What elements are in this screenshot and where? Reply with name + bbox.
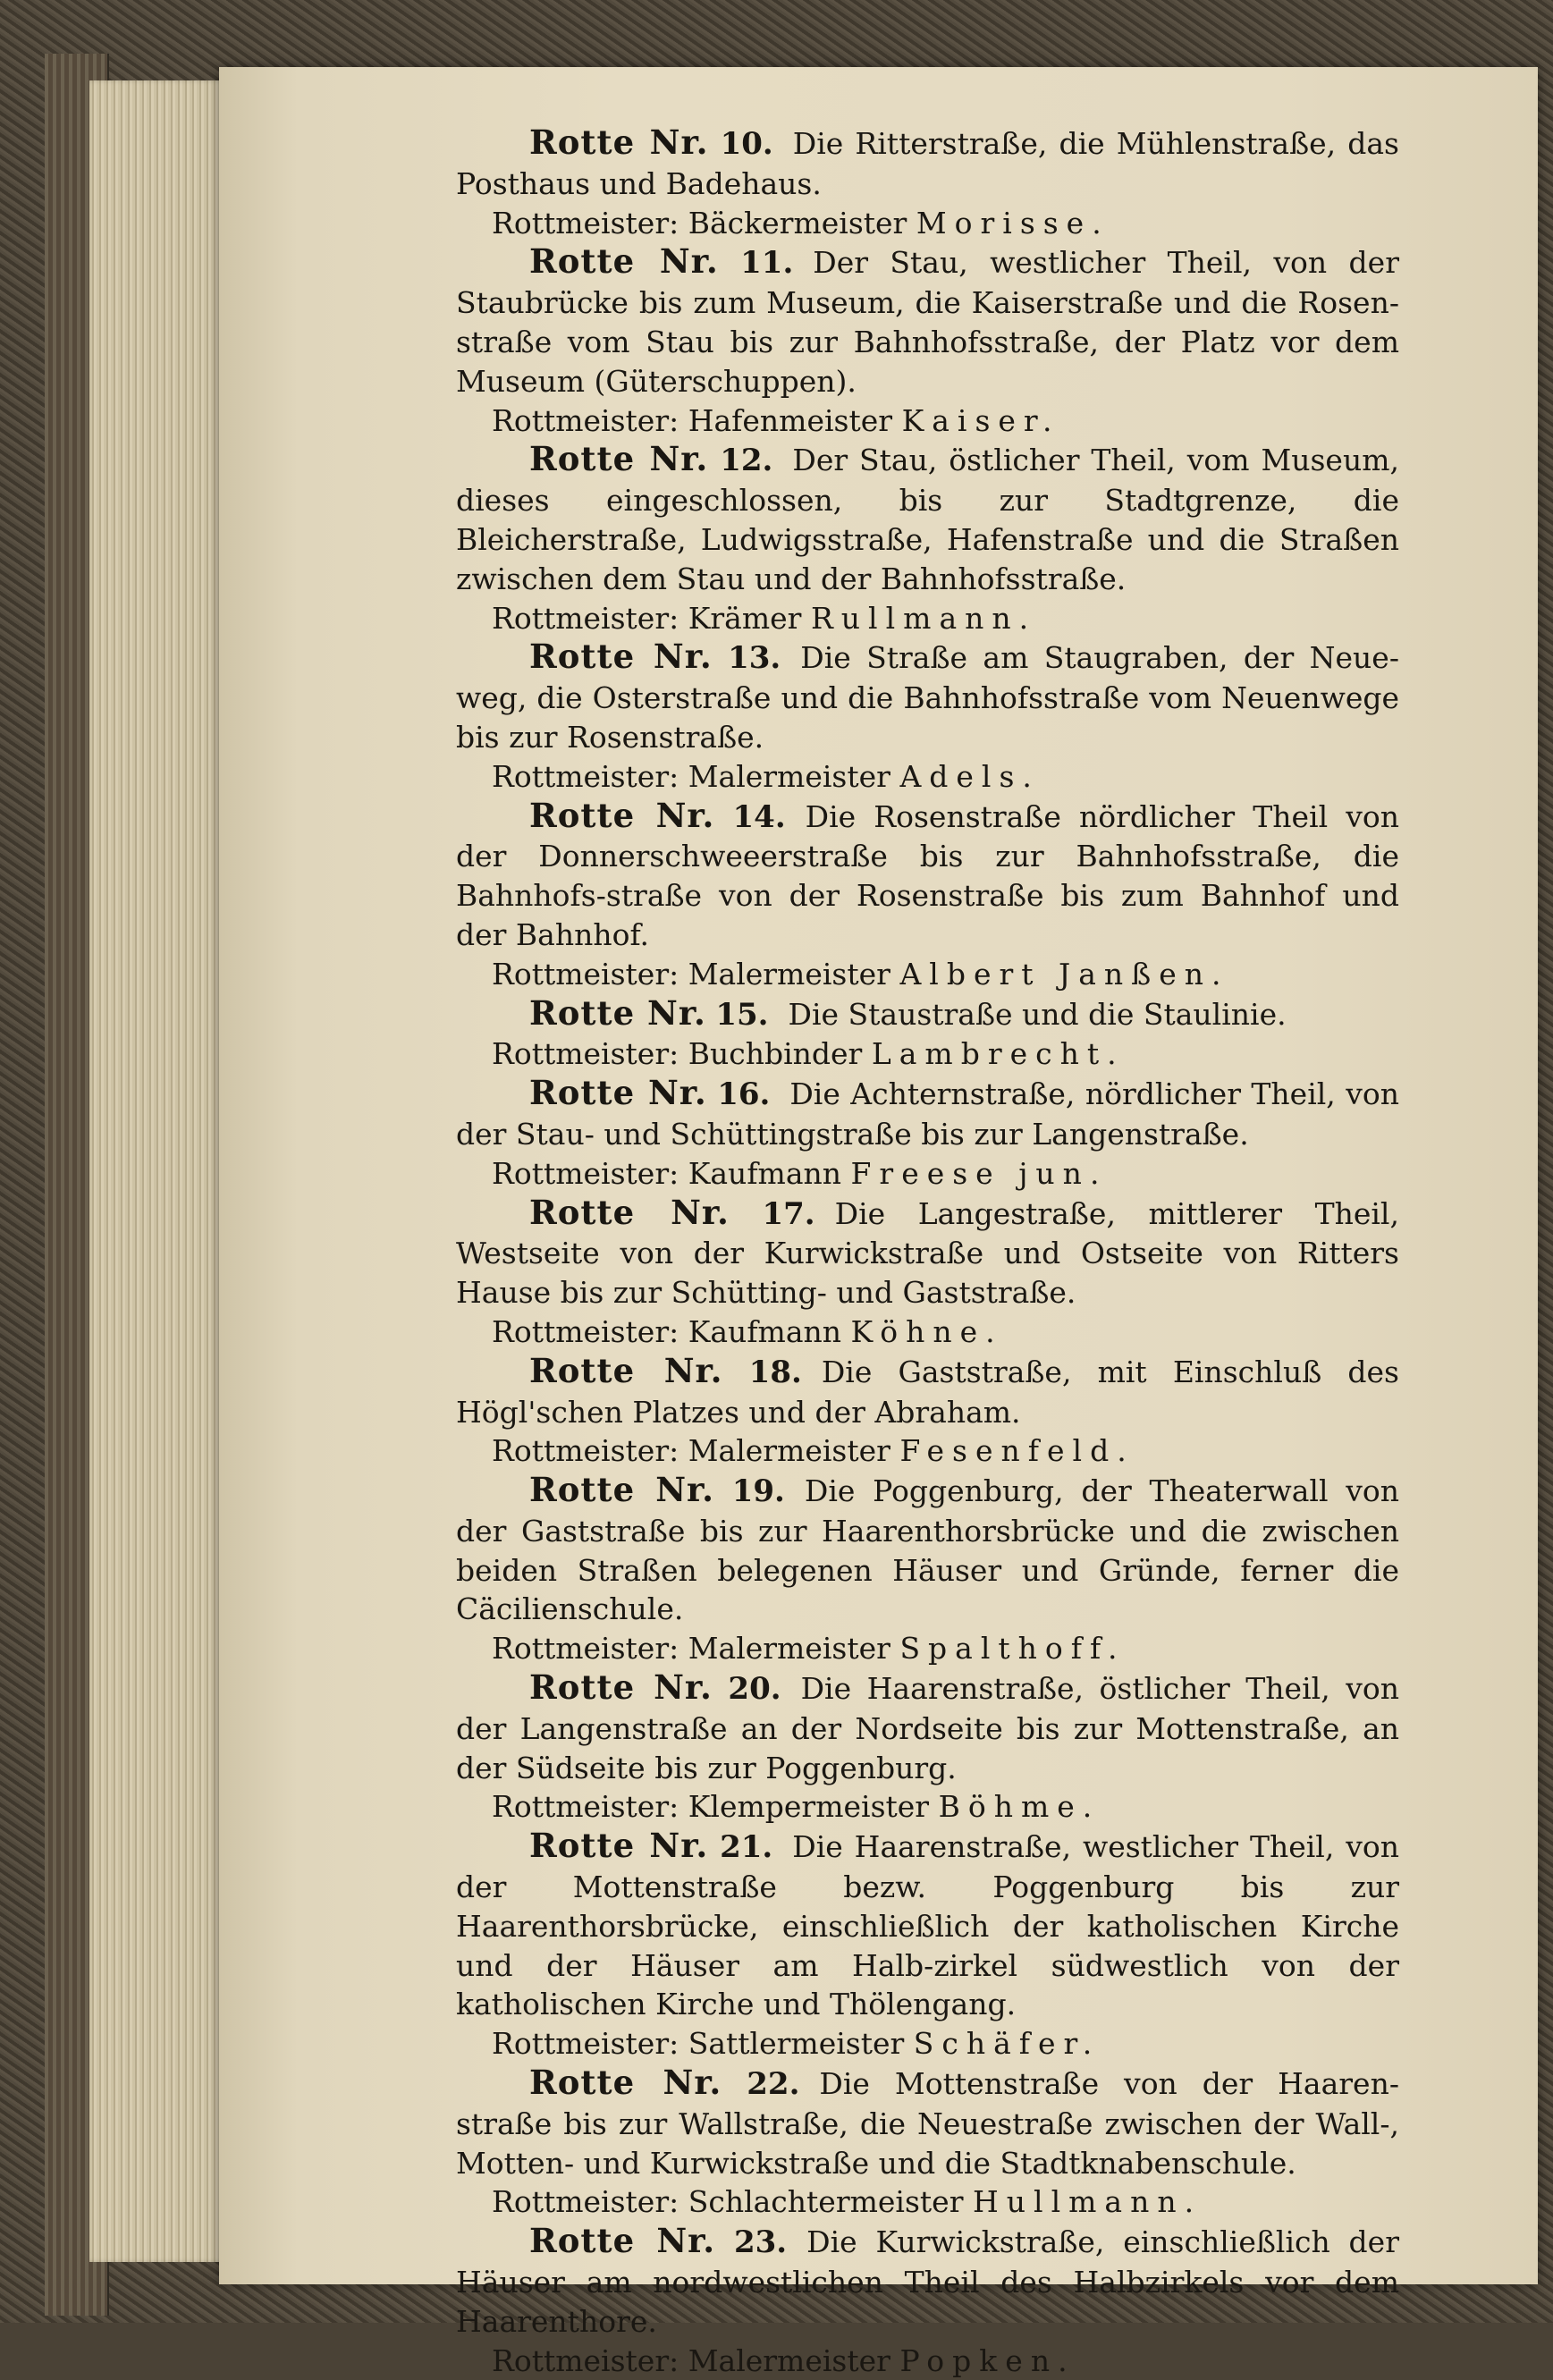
rotte-entry — [456, 242, 1399, 440]
rottmeister-line — [456, 757, 1399, 797]
rotte-entry — [456, 1668, 1399, 1827]
rottmeister-line — [456, 401, 1399, 441]
rotte-number: 22. — [747, 2066, 800, 2103]
rottmeister-label: Rottmeister: — [492, 1036, 679, 1072]
rotte-text: Die Achternstraße, nördlicher Theil, von der Stau- und Schüttingstraße bis zur Langenstraße. — [456, 1076, 1399, 1152]
rottmeister-name: Köhne. — [850, 1313, 1003, 1349]
rotte-entry — [456, 1827, 1399, 2064]
rotte-label: Rotte Nr. — [529, 1667, 713, 1708]
rotte-label: Rotte Nr. — [529, 1470, 715, 1510]
rotte-number: 11. — [740, 245, 794, 282]
rotte-text: Die Haarenstraße, westlicher Theil, von der Mottenstraße bezw. Poggenburg bis zur Haarenthorsbrücke, einschließlich der katholischen Kirche und der Häuser am Halb-zirkel südwestlich von der katholischen Kirche und Thölengang. — [456, 1829, 1399, 2022]
rotte-entry — [456, 2222, 1399, 2380]
rottmeister-name: Albert Janßen. — [899, 956, 1229, 992]
rotte-entry — [456, 797, 1399, 994]
rotte-text: Die Gaststraße, mit Einschluß des Högl'schen Platzes und der Abraham. — [456, 1354, 1399, 1430]
rotte-text: Die Rosenstraße nördlicher Theil von der Donnerschweeerstraße bis zur Bahnhofsstraße, die Bahnhofs-straße von der Rosenstraße bis zum Bahnhof und der Bahnhof. — [456, 798, 1399, 952]
rotte-label: Rotte Nr. — [529, 2063, 722, 2103]
rotte-label: Rotte Nr. — [529, 439, 709, 479]
rottmeister-name: Rullmann. — [810, 600, 1037, 636]
rottmeister-line — [456, 1154, 1399, 1194]
rotte-number: 12. — [720, 443, 773, 479]
rotte-number: 17. — [762, 1195, 815, 1232]
rottmeister-name: Spalthoff. — [899, 1631, 1126, 1667]
rottmeister-label: Rottmeister: — [492, 1313, 679, 1349]
rottmeister-name: Popken. — [899, 2342, 1076, 2378]
rotte-label: Rotte Nr. — [529, 1826, 709, 1866]
rottmeister-line — [456, 1431, 1399, 1471]
rottmeister-title: Klempermeister — [688, 1789, 930, 1825]
rotte-description — [456, 2064, 1399, 2182]
rotte-label: Rotte Nr. — [529, 795, 715, 835]
rotte-description — [456, 123, 1399, 204]
rottmeister-line — [456, 2342, 1399, 2380]
rottmeister-label: Rottmeister: — [492, 758, 679, 794]
rotte-description — [456, 797, 1399, 955]
rottmeister-line — [456, 1312, 1399, 1352]
rottmeister-label: Rottmeister: — [492, 1789, 679, 1825]
rotte-description — [456, 994, 1399, 1035]
rottmeister-name: Fesenfeld. — [899, 1433, 1135, 1469]
rotte-description — [456, 440, 1399, 598]
rotte-entry — [456, 994, 1399, 1075]
rottmeister-name: Kaiser. — [901, 402, 1060, 438]
rottmeister-line — [456, 1034, 1399, 1074]
rottmeister-line — [456, 2182, 1399, 2222]
rotte-label: Rotte Nr. — [529, 992, 706, 1033]
rotte-entry — [456, 1352, 1399, 1471]
rotte-description — [456, 1668, 1399, 1787]
rottmeister-title: Malermeister — [688, 1433, 890, 1469]
rottmeister-title: Hafenmeister — [688, 402, 893, 438]
rottmeister-label: Rottmeister: — [492, 956, 679, 992]
rotte-description — [456, 1074, 1399, 1154]
rotte-text: Die Straße am Staugraben, der Neue-weg, die Osterstraße und die Bahnhofsstraße vom Neuenwege bis zur Rosenstraße. — [456, 640, 1399, 755]
rottmeister-line — [456, 1629, 1399, 1668]
rottmeister-label: Rottmeister: — [492, 2026, 679, 2062]
rotte-label: Rotte Nr. — [529, 241, 719, 282]
rottmeister-label: Rottmeister: — [492, 1155, 679, 1191]
rotte-number: 23. — [733, 2224, 788, 2261]
rottmeister-title: Buchbinder — [688, 1036, 863, 1072]
rottmeister-label: Rottmeister: — [492, 600, 679, 636]
rotte-label: Rotte Nr. — [529, 1073, 707, 1113]
rotte-number: 10. — [720, 126, 773, 162]
rottmeister-name: Böhme. — [938, 1789, 1101, 1825]
rotte-description — [456, 1194, 1399, 1312]
rotte-label: Rotte Nr. — [529, 122, 709, 162]
rottmeister-label: Rottmeister: — [492, 1631, 679, 1667]
rotte-description — [456, 1827, 1399, 2024]
rottmeister-line — [456, 2024, 1399, 2064]
rotte-description — [456, 242, 1399, 401]
rotte-text: Die Kurwickstraße, einschließlich der Häuser am nordwestlichen Theil des Halbzirkels vor dem Haarenthore. — [456, 2224, 1399, 2339]
rotte-number: 21. — [720, 1829, 773, 1866]
rottmeister-line — [456, 955, 1399, 994]
rotte-text: Die Langestraße, mittlerer Theil, Westseite von der Kurwickstraße und Ostseite von Ritters Hause bis zur Schütting- und Gaststraße. — [456, 1195, 1399, 1311]
rotte-text: Der Stau, östlicher Theil, vom Museum, dieses eingeschlossen, bis zur Stadtgrenze, die Bleicherstraße, Ludwigsstraße, Hafenstraße und die Straßen zwischen dem Stau und der Bahnhofsstraße. — [456, 443, 1399, 596]
rotte-label: Rotte Nr. — [529, 1350, 723, 1390]
rottmeister-label: Rottmeister: — [492, 402, 679, 438]
rottmeister-title: Sattlermeister — [688, 2026, 905, 2062]
rottmeister-title: Malermeister — [688, 758, 890, 794]
rottmeister-line — [456, 599, 1399, 638]
rotte-number: 14. — [732, 798, 786, 835]
rottmeister-title: Schlachtermeister — [688, 2184, 964, 2220]
rotte-entry — [456, 637, 1399, 796]
rottmeister-name: Morisse. — [916, 205, 1110, 241]
rotte-entry — [456, 2064, 1399, 2222]
rotte-text: Die Staustraße und die Staulinie. — [788, 996, 1287, 1032]
rottmeister-name: Schäfer. — [913, 2026, 1101, 2062]
rotte-entry — [456, 1194, 1399, 1352]
rotte-label: Rotte Nr. — [529, 637, 713, 677]
page-text — [456, 123, 1399, 2380]
rotte-text: Die Mottenstraße von der Haaren-straße bis zur Wallstraße, die Neuestraße zwischen der Wall-, Motten- und Kurwickstraße und die Stadtknabenschule. — [456, 2066, 1399, 2181]
rotte-entry — [456, 123, 1399, 242]
rottmeister-label: Rottmeister: — [492, 2342, 679, 2378]
rotte-label: Rotte Nr. — [529, 1192, 730, 1232]
rottmeister-title: Malermeister — [688, 956, 890, 992]
rottmeister-line — [456, 1787, 1399, 1827]
rotte-text: Der Stau, westlicher Theil, von der Staubrücke bis zum Museum, die Kaiserstraße und die Rosen-straße vom Stau bis zur Bahnhofsstraße, der Platz vor dem Museum (Güterschuppen). — [456, 245, 1399, 399]
rottmeister-name: Lambrecht. — [871, 1036, 1125, 1072]
rotte-description — [456, 2222, 1399, 2341]
rotte-description — [456, 1471, 1399, 1629]
rottmeister-title: Krämer — [688, 600, 802, 636]
rottmeister-title: Kaufmann — [688, 1313, 842, 1349]
rotte-entry — [456, 1471, 1399, 1668]
rotte-number: 19. — [731, 1473, 785, 1510]
page-edges — [89, 80, 232, 2262]
rottmeister-line — [456, 204, 1399, 243]
rotte-description — [456, 1352, 1399, 1432]
rotte-number: 15. — [715, 996, 769, 1033]
rottmeister-title: Kaufmann — [688, 1155, 842, 1191]
rotte-text: Die Poggenburg, der Theaterwall von der Gaststraße bis zur Haarenthorsbrücke und die zwischen beiden Straßen belegenen Häuser und Gründe, ferner die Cäcilienschule. — [456, 1473, 1399, 1627]
rottmeister-name: Adels. — [899, 758, 1040, 794]
rottmeister-label: Rottmeister: — [492, 205, 679, 241]
rottmeister-title: Malermeister — [688, 2342, 890, 2378]
rotte-description — [456, 637, 1399, 756]
rotte-text: Die Ritterstraße, die Mühlenstraße, das Posthaus und Badehaus. — [456, 126, 1399, 201]
rottmeister-name: Hullmann. — [972, 2184, 1203, 2220]
rotte-entry — [456, 1074, 1399, 1193]
rottmeister-name: Freese jun. — [850, 1155, 1108, 1191]
rotte-number: 20. — [728, 1671, 781, 1708]
rotte-label: Rotte Nr. — [529, 2221, 716, 2261]
rottmeister-title: Malermeister — [688, 1631, 890, 1667]
rottmeister-label: Rottmeister: — [492, 1433, 679, 1469]
rotte-number: 13. — [728, 640, 781, 677]
rotte-entry — [456, 440, 1399, 637]
rottmeister-title: Bäckermeister — [688, 205, 907, 241]
rotte-number: 16. — [717, 1076, 771, 1113]
rottmeister-label: Rottmeister: — [492, 2184, 679, 2220]
rotte-text: Die Haarenstraße, östlicher Theil, von der Langenstraße an der Nordseite bis zur Mottenstraße, an der Südseite bis zur Poggenburg. — [456, 1671, 1399, 1785]
rotte-number: 18. — [748, 1354, 802, 1390]
